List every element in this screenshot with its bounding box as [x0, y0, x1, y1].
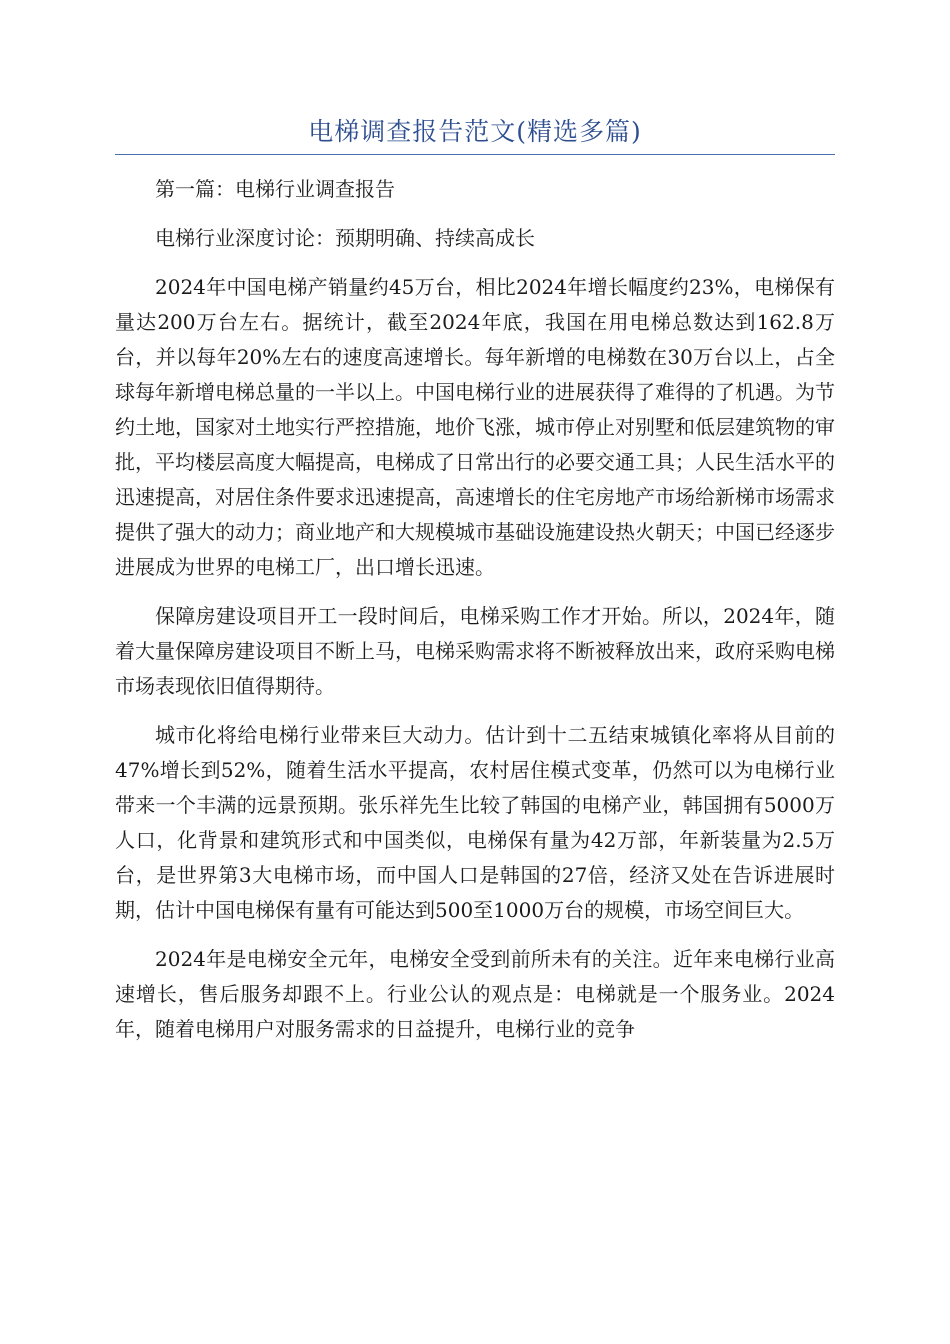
section-heading: 第一篇：电梯行业调查报告 — [155, 177, 395, 201]
document-title: 电梯调查报告范文(精选多篇) — [308, 117, 642, 146]
body-paragraph: 保障房建设项目开工一段时间后，电梯采购工作才开始。所以，2024年，随着大量保障房建设项目不断上马，电梯采购需求将不断被释放出来，政府采购电梯市场表现依旧值得期待。 — [115, 604, 835, 698]
body-paragraph: 2024年是电梯安全元年，电梯安全受到前所未有的关注。近年来电梯行业高速增长，售后服务却跟不上。行业公认的观点是：电梯就是一个服务业。2024年，随着电梯用户对服务需求的日益提升，电梯行业的竞争 — [115, 947, 835, 1041]
title-underline — [115, 154, 835, 155]
body-paragraph: 城市化将给电梯行业带来巨大动力。估计到十二五结束城镇化率将从目前的47%增长到52%，随着生活水平提高，农村居住模式变革，仍然可以为电梯行业带来一个丰满的远景预期。张乐祥先生比较了韩国的电梯产业，韩国拥有5000万人口，化背景和建筑形式和中国类似，电梯保有量为42万部，年新装量为2.5万台，是世界第3大电梯市场，而中国人口是韩国的27倍，经济又处在告诉进展时期，估计中国电梯保有量有可能达到500至1000万台的规模，市场空间巨大。 — [115, 723, 835, 922]
document-body — [115, 172, 835, 1061]
body-paragraph: 2024年中国电梯产销量约45万台，相比2024年增长幅度约23%，电梯保有量达200万台左右。据统计，截至2024年底，我国在用电梯总数达到162.8万台，并以每年20%左右的速度高速增长。每年新增的电梯数在30万台以上，占全球每年新增电梯总量的一半以上。中国电梯行业的进展获得了难得的了机遇。为节约土地，国家对土地实行严控措施，地价飞涨，城市停止对别墅和低层建筑物的审批，平均楼层高度大幅提高，电梯成了日常出行的必要交通工具；人民生活水平的迅速提高，对居住条件要求迅速提高，高速增长的住宅房地产市场给新梯市场需求提供了强大的动力；商业地产和大规模城市基础设施建设热火朝天；中国已经逐步进展成为世界的电梯工厂，出口增长迅速。 — [115, 275, 835, 579]
subtitle-paragraph: 电梯行业深度讨论：预期明确、持续高成长 — [155, 226, 535, 250]
